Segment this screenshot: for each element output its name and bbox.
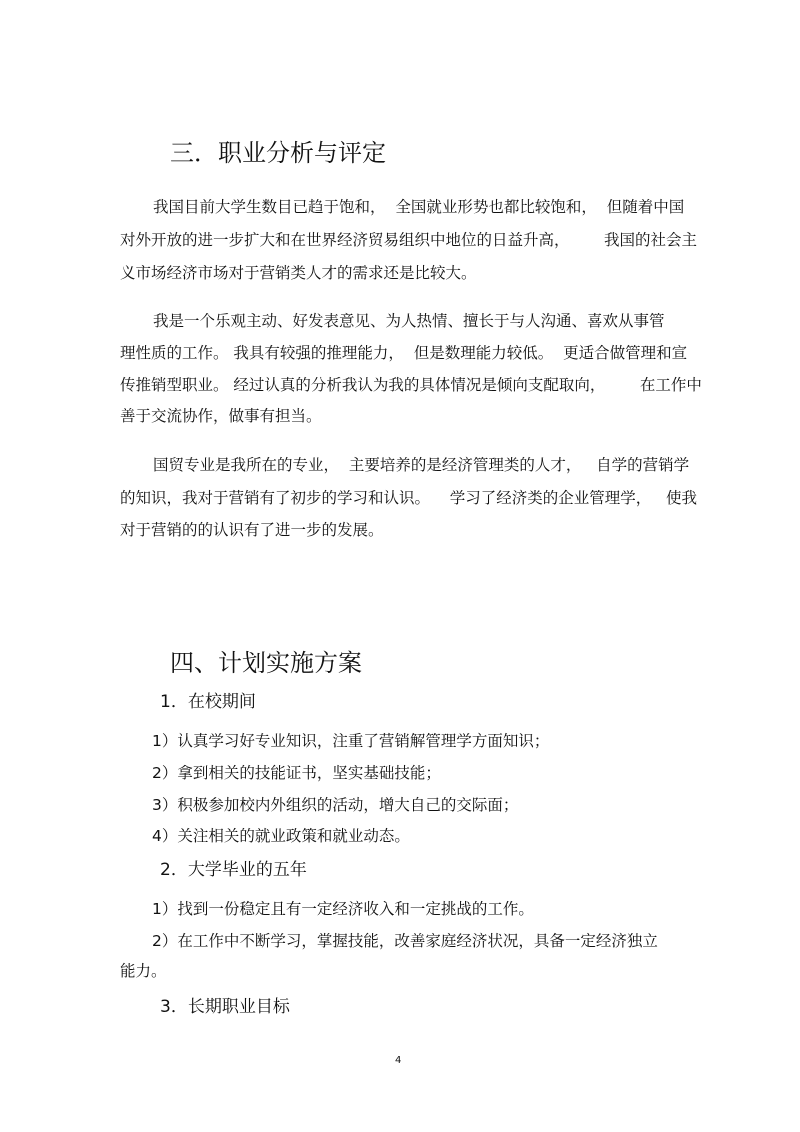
list-item-continuation: 能力。 bbox=[120, 962, 167, 980]
paragraph-3-line-2: 的知识，我对于营销有了初步的学习和认识。 学习了经济类的企业管理学， 使我 bbox=[120, 489, 697, 507]
list-item: 2）在工作中不断学习，掌握技能，改善家庭经济状况，具备一定经济独立 bbox=[152, 932, 658, 950]
subsection-1-heading: 1．在校期间 bbox=[160, 692, 256, 712]
list-item: 4）关注相关的就业政策和就业动态。 bbox=[152, 827, 410, 845]
paragraph-2-line-3: 传推销型职业。 经过认真的分析我认为我的具体情况是倾向支配取向， 在工作中 bbox=[120, 376, 702, 394]
paragraph-3-line-3: 对于营销的的认识有了进一步的发展。 bbox=[120, 521, 384, 539]
list-item: 3）积极参加校内外组织的活动，增大自己的交际面； bbox=[152, 796, 519, 814]
subsection-2-heading: 2．大学毕业的五年 bbox=[160, 860, 307, 880]
list-item: 1）认真学习好专业知识，注重了营销解管理学方面知识； bbox=[152, 732, 550, 750]
paragraph-3-line-1: 国贸专业是我所在的专业， 主要培养的是经济管理类的人才， 自学的营销学 bbox=[153, 456, 690, 474]
page-number: 4 bbox=[395, 1055, 402, 1066]
paragraph-1-line-2: 对外开放的进一步扩大和在世界经济贸易组织中地位的日益升高， 我国的社会主 bbox=[120, 231, 697, 249]
list-item: 2）拿到相关的技能证书，坚实基础技能； bbox=[152, 764, 441, 782]
paragraph-2-line-1: 我是一个乐观主动、好发表意见、为人热情、擅长于与人沟通、喜欢从事管 bbox=[153, 312, 665, 330]
paragraph-1-line-1: 我国目前大学生数目已趋于饱和， 全国就业形势也都比较饱和， 但随着中国 bbox=[153, 198, 685, 216]
list-item: 1）找到一份稳定且有一定经济收入和一定挑战的工作。 bbox=[152, 900, 534, 918]
section-3-heading: 三．职业分析与评定 bbox=[170, 139, 386, 167]
subsection-3-heading: 3．长期职业目标 bbox=[160, 997, 290, 1017]
paragraph-2-line-2: 理性质的工作。 我具有较强的推理能力， 但是数理能力较低。 更适合做管理和宣 bbox=[120, 344, 688, 362]
section-4-heading: 四、计划实施方案 bbox=[170, 649, 362, 677]
paragraph-2-line-4: 善于交流协作，做事有担当。 bbox=[120, 407, 322, 425]
paragraph-1-line-3: 义市场经济市场对于营销类人才的需求还是比较大。 bbox=[120, 264, 477, 282]
